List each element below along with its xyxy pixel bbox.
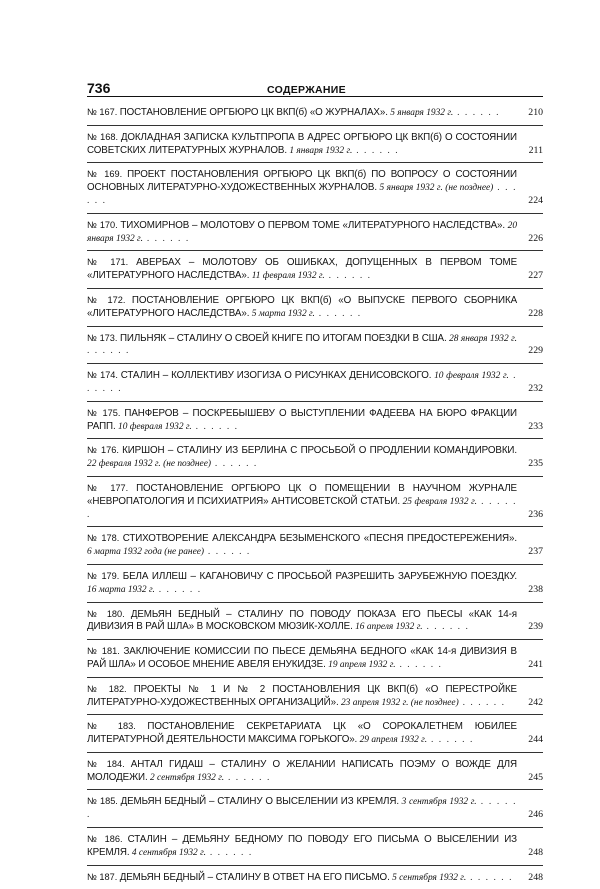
toc-entry [87,603,543,641]
entry-page: 229 [528,345,543,357]
dot-leader: . . . . . . [191,420,239,432]
entry-number: № 178. [87,533,120,544]
entry-title: ПОСТАНОВЛЕНИЕ ОРГБЮРО ЦК ВКП(б) «О ВЫПУСКЕ ПЕРВОГО СБОРНИКА «ЛИТЕРАТУРНОГО НАСЛЕДСТВА». [87,294,517,319]
entry-title: ПОСТАНОВЛЕНИЕ ОРГБЮРО ЦК ВКП(б) «О ЖУРНАЛАХ». [119,107,388,118]
entry-date: 5 января 1932 г. (не позднее) [379,183,494,194]
entry-page: 241 [528,658,543,670]
entry-page: 236 [528,508,543,520]
entry-date: 22 февраля 1932 г. (не позднее) [87,459,211,470]
entry-date: 4 сентября 1932 г. [131,847,206,858]
entry-number: № 185. [87,796,118,807]
dot-leader: . . . . . . [142,232,190,244]
toc-entry [87,678,543,716]
entry-page: 248 [528,846,543,858]
entry-title: ТИХОМИРНОВ – МОЛОТОВУ О ПЕРВОМ ТОМЕ «ЛИТЕРАТУРНОГО НАСЛЕДСТВА». [120,219,506,231]
dot-leader: . . . . . . [352,144,400,156]
entry-number: № 183. [87,721,136,732]
dot-leader: . . . . . . [204,546,251,558]
entry-title: ДЕМЬЯН БЕДНЫЙ – СТАЛИНУ В ОТВЕТ НА ЕГО ПИСЬМО. [119,871,390,883]
entry-page: 237 [528,546,543,558]
entry-page: 228 [528,307,543,319]
entry-title: КИРШОН – СТАЛИНУ ИЗ БЕРЛИНА С ПРОСЬБОЙ О ПРОДЛЕНИИ КОМАНДИРОВКИ. [122,445,517,457]
entry-page: 224 [528,194,543,206]
dot-leader: . . . . . . [211,458,258,470]
entry-date: 5 марта 1932 г. [251,308,315,319]
entry-date: 25 февраля 1932 г. [402,496,477,507]
dot-leader: . . . . . . [458,696,506,708]
entry-title: ДЕМЬЯН БЕДНЫЙ – СТАЛИНУ ПО ПОВОДУ ПОКАЗА ЕГО ПЬЕСЫ «КАК 14-я ДИВИЗИЯ В РАЙ ШЛА» В МОСКОВСКОМ МЮЗИК-ХОЛЛЕ. [87,608,517,633]
dot-leader: . . . . . . [422,621,470,633]
entry-number: № 168. [87,131,119,142]
toc-entry [87,251,543,289]
dot-leader: . . . . . . [87,345,130,357]
dot-leader: . . . . . . [466,871,513,883]
entry-date: 5 января 1932 г. [390,108,454,118]
entry-date: 28 января 1932 г. [449,333,517,344]
toc-entry [87,126,543,164]
entry-title: ПОСТАНОВЛЕНИЕ СЕКРЕТАРИАТА ЦК «О СОРОКАЛЕТНЕМ ЮБИЛЕЕ ЛИТЕРАТУРНОЙ ДЕЯТЕЛЬНОСТИ МАКСИМА ГОРЬКОГО». [87,721,517,746]
toc-entry [87,715,543,753]
entry-page: 210 [528,107,543,118]
toc-entry [87,364,543,402]
dot-leader: . . . . . . [224,771,271,783]
entry-number: № 174. [87,370,118,381]
toc-entry [87,101,543,126]
toc-entry [87,163,543,213]
entry-number: № 176. [87,445,119,456]
entry-title: СТАЛИН – КОЛЛЕКТИВУ ИЗОГИЗА О РИСУНКАХ ДЕНИСОВСКОГО. [120,370,432,382]
toc-entry [87,477,543,527]
entry-date: 20 января 1932 г. [87,220,517,244]
dot-leader: . . . . . . [324,270,372,282]
toc-entry [87,828,543,866]
entry-date: 10 февраля 1932 г. [434,371,509,382]
toc-entry [87,790,543,828]
entry-number: № 179. [87,570,120,581]
dot-leader: . . . . . . [87,796,517,821]
entry-date: 10 февраля 1932 г. [118,421,192,432]
entry-title: ДОКЛАДНАЯ ЗАПИСКА КУЛЬТПРОПА В АДРЕС ОРГБЮРО ЦК ВКП(б) О СОСТОЯНИИ СОВЕТСКИХ ЛИТЕРАТУРНЫХ ЖУРНАЛОВ. [87,131,518,156]
toc-entry [87,439,543,477]
entry-number: № 170. [87,219,118,230]
entry-date: 19 апреля 1932 г. [328,659,396,670]
toc-entry [87,866,543,889]
entry-title: СТАЛИН – ДЕМЬЯНУ БЕДНОМУ ПО ПОВОДУ ЕГО ПИСЬМА О ВЫСЕЛЕНИИ ИЗ КРЕМЛЯ. [87,834,517,858]
entry-date: 11 февраля 1932 г. [251,271,325,282]
entry-title: ЗАКЛЮЧЕНИЕ КОМИССИИ ПО ПЬЕСЕ ДЕМЬЯНА БЕДНОГО «КАК 14-я ДИВИЗИЯ В РАЙ ШЛА» И ОСОБОЕ МНЕНИЕ АВЕЛЯ ЕНУКИДЗЕ. [87,646,517,670]
entry-date: 5 сентября 1932 г. [392,872,467,883]
entry-page: 235 [528,458,543,470]
entry-title: АНТАЛ ГИДАШ – СТАЛИНУ О ЖЕЛАНИИ НАПИСАТЬ ПОЭМУ О ВОЖДЕ ДЛЯ МОЛОДЕЖИ. [87,758,517,783]
toc-entry [87,753,543,791]
entry-number: № 173. [87,332,118,343]
entry-title: ПАНФЕРОВ – ПОСКРЕБЫШЕВУ О ВЫСТУПЛЕНИИ ФАДЕЕВА НА БЮРО ФРАКЦИИ РАПП. [87,407,517,432]
entry-title: ПРОЕКТЫ № 1 И № 2 ПОСТАНОВЛЕНИЯ ЦК ВКП(б) «О ПЕРЕСТРОЙКЕ ЛИТЕРАТУРНО-ХУДОЖЕСТВЕННЫХ ОРГАНИЗАЦИЙ». [87,683,517,708]
dot-leader: . . . . . . [314,307,362,319]
entry-date: 6 марта 1932 года (не ранее) [87,547,205,558]
entry-number: № 177. [87,482,129,493]
toc-entry [87,289,543,327]
dot-leader: . . . . . . [205,846,253,858]
entry-number: № 186. [87,834,123,845]
entry-date: 2 сентября 1932 г. [150,772,225,783]
running-title: СОДЕРЖАНИЕ [267,84,346,96]
entry-title: СТИХОТВОРЕНИЕ АЛЕКСАНДРА БЕЗЫМЕНСКОГО «ПЕСНЯ ПРЕДОСТЕРЕЖЕНИЯ». [122,533,517,545]
entry-title: АВЕРБАХ – МОЛОТОВУ ОБ ОШИБКАХ, ДОПУЩЕННЫХ В ПЕРВОМ ТОМЕ «ЛИТЕРАТУРНОГО НАСЛЕДСТВА». [87,257,518,282]
entry-page: 248 [528,871,543,883]
table-of-contents [87,101,543,889]
entry-date: 29 апреля 1932 г. [359,735,428,746]
entry-page: 232 [528,382,543,394]
entry-page: 239 [528,621,543,633]
toc-entry [87,640,543,678]
dot-leader: . . . . . . [427,734,474,746]
dot-leader: . . . . . . [87,495,517,520]
toc-entry [87,527,543,565]
dot-leader: . . . . . . [395,658,443,670]
entry-page: 246 [528,809,543,821]
entry-page: 245 [528,771,543,783]
entry-date: 1 января 1932 г. [289,145,353,156]
entry-page: 244 [528,734,543,746]
entry-number: № 167. [87,107,118,117]
toc-entry [87,402,543,440]
entry-number: № 181. [87,646,120,657]
entry-page: 233 [528,420,543,432]
dot-leader: . . . . . . [154,583,202,595]
toc-entry [87,214,543,252]
dot-leader: . . . . . . [87,370,518,394]
entry-number: № 169. [87,169,123,180]
page-header [87,74,543,97]
dot-leader: . . . . . . [453,107,501,118]
entry-number: № 182. [87,683,127,694]
entry-date: 3 сентября 1932 г. [401,797,477,808]
entry-page: 242 [528,696,543,708]
entry-page: 227 [528,270,543,282]
toc-entry [87,565,543,603]
entry-page: 211 [528,144,543,156]
entry-title: ДЕМЬЯН БЕДНЫЙ – СТАЛИНУ О ВЫСЕЛЕНИИ ИЗ КРЕМЛЯ. [120,796,399,808]
entry-number: № 175. [87,407,121,418]
entry-page: 226 [528,232,543,244]
entry-number: № 184. [87,758,125,769]
toc-entry [87,327,543,365]
entry-title: ПРОЕКТ ПОСТАНОВЛЕНИЯ ОРГБЮРО ЦК ВКП(б) ПО ВОПРОСУ О СОСТОЯНИИ ОСНОВНЫХ ЛИТЕРАТУРНО-ХУДОЖЕСТВЕННЫХ ЖУРНАЛОВ. [87,169,518,194]
entry-number: № 172. [87,294,126,305]
entry-title: ПОСТАНОВЛЕНИЕ ОРГБЮРО ЦК О ПОМЕЩЕНИИ В НАУЧНОМ ЖУРНАЛЕ «НЕВРОПАТОЛОГИЯ И ПСИХИАТРИЯ» АНТИСОВЕТСКОЙ СТАТЬИ. [87,482,517,507]
entry-title: ПИЛЬНЯК – СТАЛИНУ О СВОЕЙ КНИГЕ ПО ИТОГАМ ПОЕЗДКИ В США. [119,332,447,344]
entry-title: БЕЛА ИЛЛЕШ – КАГАНОВИЧУ С ПРОСЬБОЙ РАЗРЕШИТЬ ЗАРУБЕЖНУЮ ПОЕЗДКУ. [122,570,517,582]
entry-number: № 180. [87,608,125,619]
entry-number: № 187. [87,871,118,882]
entry-date: 16 апреля 1932 г. [355,622,423,633]
entry-page: 238 [528,583,543,595]
entry-number: № 171. [87,257,129,268]
entry-date: 16 марта 1932 г. [87,584,155,595]
entry-date: 23 апреля 1932 г. (не позднее) [340,697,459,708]
dot-leader: . . . . . . [87,182,517,206]
page-number: 736 [87,80,111,96]
